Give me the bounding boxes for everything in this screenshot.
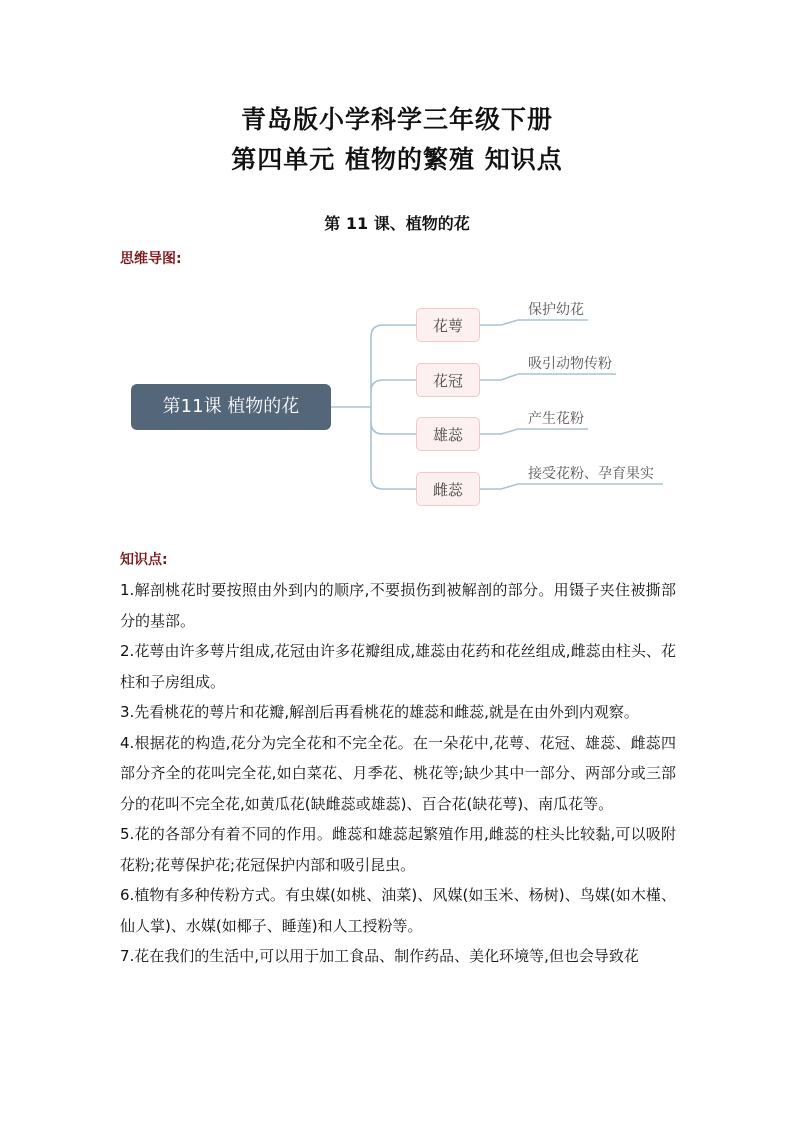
document-title-line1: 青岛版小学科学三年级下册 (240, 105, 553, 134)
mind-map (126, 292, 686, 520)
knowledge-point-1: 1.解剖桃花时要按照由外到内的顺序,不要损伤到被解剖的部分。用镊子夹住被撕部分的基部。 (120, 581, 676, 630)
branch-connector-2 (371, 380, 416, 392)
mind-map-leaf-corolla: 吸引动物传粉 (528, 356, 612, 372)
mindmap-section-label: 思维导图: (120, 251, 182, 267)
leaf-connector-2 (480, 374, 616, 380)
branch-connector-3 (371, 422, 416, 434)
mind-map-branch-sepal: 花萼 (416, 308, 480, 342)
mind-map-root-node: 第11课 植物的花 (131, 384, 331, 430)
leaf-connector-1 (480, 320, 588, 325)
mind-map-branch-stamen: 雄蕊 (416, 417, 480, 451)
document-title-line2: 第四单元 植物的繁殖 知识点 (231, 145, 563, 174)
leaf-connector-4 (480, 484, 663, 489)
leaf-connector-3 (480, 429, 588, 434)
knowledge-point-5: 5.花的各部分有着不同的作用。雌蕊和雄蕊起繁殖作用,雌蕊的柱头比较黏,可以吸附花粉;花萼保护花;花冠保护内部和吸引昆虫。 (120, 825, 676, 874)
knowledge-point-6: 6.植物有多种传粉方式。有虫媒(如桃、油菜)、风媒(如玉米、杨树)、鸟媒(如木槿、仙人掌)、水媒(如椰子、睡莲)和人工授粉等。 (120, 886, 676, 935)
knowledge-point-4: 4.根据花的构造,花分为完全花和不完全花。在一朵花中,花萼、花冠、雄蕊、雌蕊四部分齐全的花叫完全花,如白菜花、月季花、桃花等;缺少其中一部分、两部分或三部分的花叫不完全花,如黄瓜花(缺雌蕊或雄蕊)、百合花(缺花萼)、南瓜花等。 (120, 733, 676, 813)
mind-map-leaf-stamen: 产生花粉 (528, 411, 584, 427)
mind-map-leaf-pistil: 接受花粉、孕育果实 (528, 466, 654, 482)
branch-connector-4 (371, 477, 416, 489)
mind-map-branch-pistil: 雌蕊 (416, 472, 480, 506)
knowledge-point-2: 2.花萼由许多萼片组成,花冠由许多花瓣组成,雄蕊由花药和花丝组成,雌蕊由柱头、花柱和子房组成。 (120, 642, 676, 691)
knowledge-point-3: 3.先看桃花的萼片和花瓣,解剖后再看桃花的雄蕊和雌蕊,就是在由外到内观察。 (120, 703, 639, 721)
mind-map-branch-corolla: 花冠 (416, 363, 480, 397)
branch-connector-1 (371, 325, 416, 337)
knowledge-point-7: 7.花在我们的生活中,可以用于加工食品、制作药品、美化环境等,但也会导致花 (120, 947, 639, 965)
mind-map-leaf-sepal: 保护幼花 (528, 302, 584, 318)
knowledge-section-label: 知识点: (120, 552, 168, 568)
knowledge-points-list (120, 575, 676, 972)
lesson-title: 第 11 课、植物的花 (324, 214, 470, 233)
